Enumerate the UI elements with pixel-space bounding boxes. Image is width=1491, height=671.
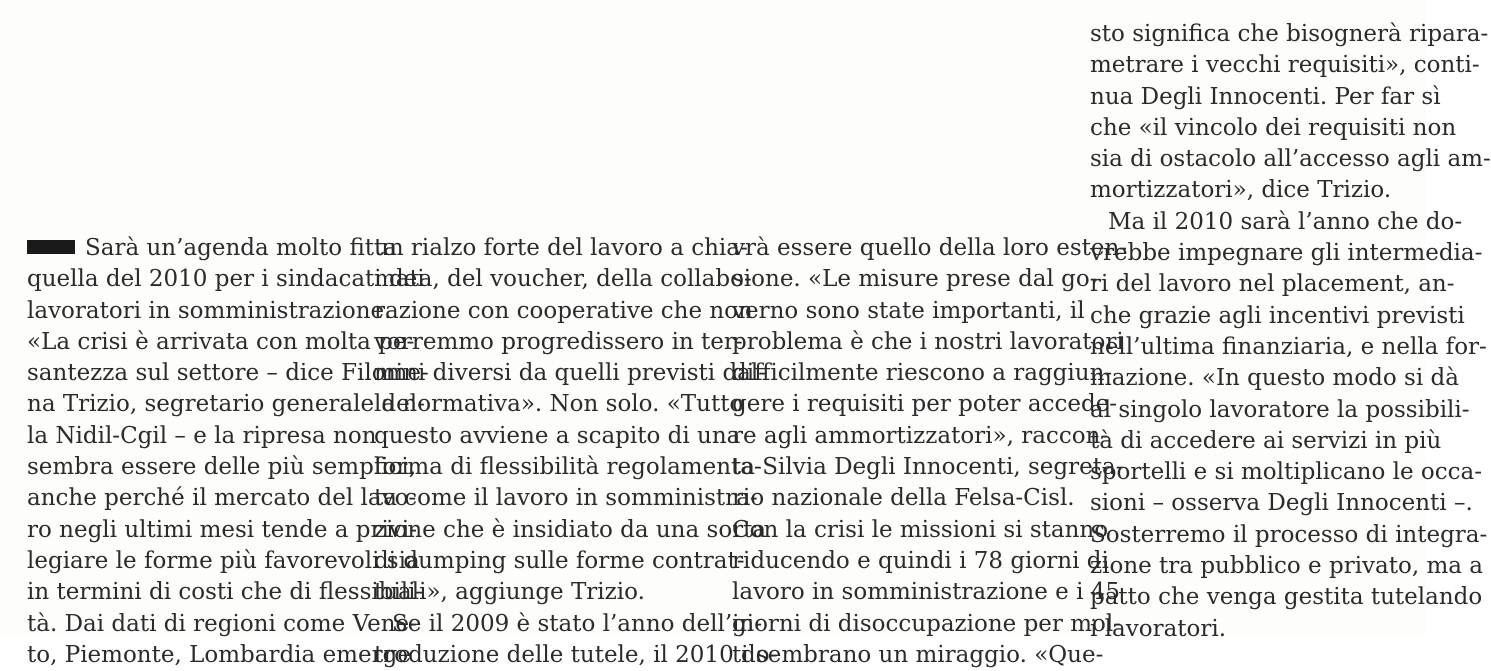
text-line: che «il vincolo dei requisiti non — [1090, 114, 1457, 141]
text-line: metrare i vecchi requisiti», conti- — [1090, 52, 1480, 79]
text-line: al singolo lavoratore la possibili- — [1090, 396, 1470, 423]
text-line: la Nidil-Cgil – e la ripresa non — [27, 422, 377, 449]
text-line: vrà essere quello della loro esten- — [732, 235, 1128, 261]
text-line: problema è che i nostri lavoratori — [732, 328, 1124, 355]
text-line: zione tra pubblico e privato, ma a — [1090, 553, 1484, 580]
text-line: sioni – osserva Degli Innocenti –. — [1090, 490, 1473, 517]
text-line: anche perché il mercato del lavo- — [27, 485, 417, 512]
text-line: sembra essere delle più semplici, — [27, 454, 417, 481]
text-line: razione con cooperative che non — [374, 297, 753, 324]
text-line: quella del 2010 per i sindacati dei — [27, 266, 425, 293]
text-line: ri del lavoro nel placement, an- — [1090, 271, 1455, 298]
text-line: ti sembrano un miraggio. «Que- — [732, 641, 1104, 668]
text-line: tà. Dai dati di regioni come Vene- — [27, 610, 417, 637]
text-line: mortizzatori», dice Trizio. — [1090, 177, 1392, 204]
text-line: vrebbe impegnare gli intermedia- — [1090, 240, 1483, 267]
text-line: mazione. «In questo modo si dà — [1090, 365, 1459, 392]
text-line: mini diversi da quelli previsti dal- — [374, 360, 767, 387]
text-line: lavoro in somministrazione e i 45 — [732, 579, 1121, 606]
text-line: un rialzo forte del lavoro a chia- — [374, 235, 748, 261]
text-line: to, Piemonte, Lombardia emerge — [27, 641, 411, 668]
text-line: gere i requisiti per poter accede- — [732, 391, 1118, 418]
text-line: in termini di costi che di flessibili- — [27, 579, 424, 606]
text-line: patto che venga gestita tutelando — [1090, 584, 1483, 611]
text-line: difficilmente riescono a raggiun- — [732, 360, 1113, 387]
text-line: legiare le forme più favorevoli sia — [27, 547, 420, 574]
text-line: Ma il 2010 sarà l’anno che do- — [1108, 208, 1463, 235]
text-line: Sarà un’agenda molto fitta — [27, 233, 377, 264]
text-line: verno sono state importanti, il — [732, 297, 1085, 324]
text-line: zione che è insidiato da una sorta — [374, 516, 767, 543]
text-line: santezza sul settore – dice Filome- — [27, 360, 429, 387]
text-line: tuali», aggiunge Trizio. — [374, 579, 645, 606]
text-line: forma di flessibilità regolamenta- — [374, 454, 762, 481]
text-line: ta Silvia Degli Innocenti, segreta- — [732, 454, 1124, 481]
section-marker-icon — [27, 240, 75, 254]
text-line: i lavoratori. — [1090, 615, 1227, 642]
text-line: lavoratori in somministrazione. — [27, 297, 392, 324]
text-line: re agli ammortizzatori», raccon- — [732, 422, 1109, 449]
text-line: Se il 2009 è stato l’anno dell’in- — [392, 610, 763, 637]
text-line: sto significa che bisognerà ripara- — [1090, 21, 1489, 47]
text-line: nell’ultima finanziaria, e nella for- — [1090, 333, 1487, 360]
text-line: sione. «Le misure prese dal go- — [732, 266, 1098, 293]
text-line: tà di accedere ai servizi in più — [1090, 427, 1442, 454]
text-line: questo avviene a scapito di una — [374, 422, 741, 449]
text-line: sia di ostacolo all’accesso agli am- — [1090, 146, 1491, 173]
text-line: Con la crisi le missioni si stanno — [732, 516, 1109, 543]
text-line: di dumping sulle forme contrat- — [374, 547, 745, 574]
text-line: «La crisi è arrivata con molta pe- — [27, 328, 415, 355]
article-column-3 — [732, 233, 1128, 671]
text-line: giorni di disoccupazione per mol- — [732, 610, 1122, 637]
text-line: troduzione delle tutele, il 2010 do- — [374, 641, 778, 668]
text-line: vorremmo progredissero in ter- — [374, 328, 743, 355]
text-line: na Trizio, segretario generale del- — [27, 391, 425, 418]
article-column-1 — [27, 233, 429, 671]
text-line: riducendo e quindi i 78 giorni di — [732, 547, 1109, 574]
text-line: la normativa». Non solo. «Tutto — [374, 391, 744, 418]
text-line: che grazie agli incentivi previsti — [1090, 302, 1465, 329]
text-line: ro negli ultimi mesi tende a privi- — [27, 516, 417, 543]
article-column-4 — [1090, 19, 1491, 645]
text-line: mata, del voucher, della collabo- — [374, 266, 752, 293]
article-column-2 — [374, 233, 778, 671]
text-line: sportelli e si moltiplicano le occa- — [1090, 459, 1482, 486]
text-line: ta come il lavoro in somministra- — [374, 485, 758, 512]
text-line: rio nazionale della Felsa-Cisl. — [732, 485, 1075, 512]
text-line: Sosterremo il processo di integra- — [1090, 521, 1488, 548]
text-line: nua Degli Innocenti. Per far sì — [1090, 83, 1441, 110]
